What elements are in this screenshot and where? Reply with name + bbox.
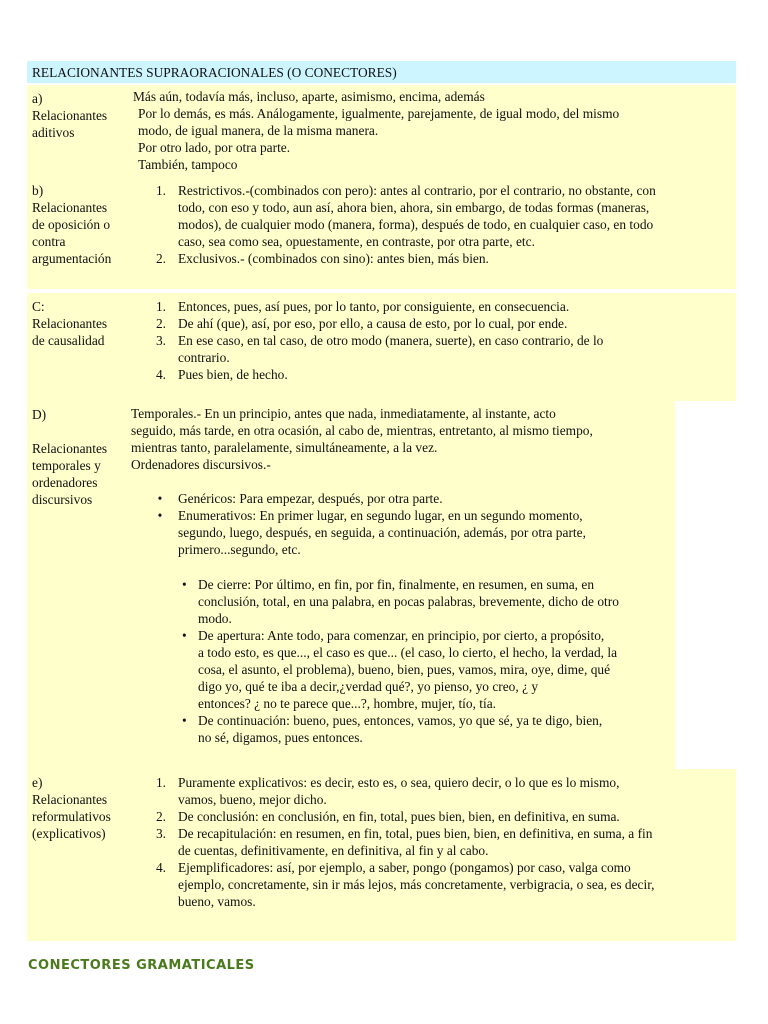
item-line: caso, sea como sea, opuestamente, en contraste, por otra parte, etc. (178, 234, 535, 249)
section-opposition (27, 177, 736, 289)
item-line: De recapitulación: en resumen, en fin, total, pues bien, bien, en definitiva, en suma, a fin (178, 826, 653, 841)
bullet-list (154, 490, 674, 558)
section-label (32, 182, 132, 267)
label-line: argumentación (32, 251, 112, 266)
item-line: En ese caso, en tal caso, de otro modo (manera, suerte), en caso contrario, de lo (178, 333, 604, 348)
section-causality (27, 293, 736, 401)
item-line: segundo, luego, después, en seguida, a continuación, además, por otra parte, (178, 525, 586, 540)
item-number: 2. (155, 316, 166, 331)
item-number: 1. (155, 299, 166, 314)
item-line: digo yo, qué te iba a decir,¿verdad qué?, yo pienso, yo creo, ¿ y (198, 679, 539, 694)
text-line: Temporales.- En un principio, antes que nada, inmediatamente, al instante, acto (131, 406, 556, 421)
label-line: de oposición o (32, 217, 111, 232)
label-line: Relacionantes (32, 108, 108, 123)
item-number: 1. (155, 183, 166, 198)
numbered-list (148, 774, 736, 910)
item-line: De ahí (que), así, por eso, por ello, a causa de esto, por lo cual, por ende. (178, 316, 568, 331)
item-number: 2. (155, 809, 166, 824)
list-item (148, 298, 736, 315)
section-label (32, 298, 132, 349)
numbered-list (148, 182, 736, 267)
label-line: aditivos (32, 125, 75, 140)
list-item (148, 332, 736, 366)
label-line: Relacionantes (32, 792, 108, 807)
list-item (154, 507, 674, 558)
list-item (178, 627, 674, 712)
item-line: Exclusivos.- (combinados con sino): antes bien, más bien. (178, 251, 489, 266)
text-line: También, tampoco (138, 157, 238, 172)
bullet-icon: • (182, 577, 187, 592)
label-line: de causalidad (32, 333, 105, 348)
section-intro (131, 405, 671, 473)
item-line: modo. (198, 611, 232, 626)
bullet-icon: • (182, 713, 187, 728)
section-additive (27, 85, 736, 177)
label-line: a) (32, 91, 43, 106)
text-line: Por lo demás, es más. Análogamente, igualmente, parejamente, de igual modo, del mismo (138, 106, 620, 121)
label-line: ordenadores (32, 475, 98, 490)
list-item (148, 774, 736, 808)
list-item (148, 366, 736, 383)
item-number: 1. (155, 775, 166, 790)
label-line (32, 423, 132, 440)
label-line: discursivos (32, 492, 93, 507)
item-line: De cierre: Por último, en fin, por fin, finalmente, en resumen, en suma, en (198, 577, 595, 592)
section-content (133, 88, 733, 173)
text-line: Más aún, todavía más, incluso, aparte, asimismo, encima, además (133, 89, 485, 104)
label-line: Relacionantes (32, 441, 108, 456)
item-line: Puramente explicativos: es decir, esto es, o sea, quiero decir, o lo que es lo mismo, (178, 775, 620, 790)
item-line: cosa, el asunto, el problema), bueno, bien, pues, vamos, mira, oye, dime, qué (198, 662, 611, 677)
list-item (148, 250, 736, 267)
item-line: Restrictivos.-(combinados con pero): antes al contrario, por el contrario, no obstante, con (178, 183, 656, 198)
list-item (148, 808, 736, 825)
list-item (148, 859, 736, 910)
item-line: contrario. (178, 350, 230, 365)
section-temporal (27, 401, 675, 769)
section-label (32, 406, 132, 508)
label-line: C: (32, 299, 45, 314)
item-number: 3. (155, 826, 166, 841)
item-line: De apertura: Ante todo, para comenzar, en principio, por cierto, a propósito, (198, 628, 605, 643)
item-line: ejemplo, concretamente, sin ir más lejos, más concretamente, verbigracia, o sea, es decir, (178, 877, 655, 892)
bullet-icon: • (157, 491, 163, 506)
item-line: a todo esto, es que..., el caso es que... (el caso, lo cierto, el hecho, la verdad, la (198, 645, 618, 660)
item-line: Genéricos: Para empezar, después, por otra parte. (178, 491, 443, 506)
list-item (148, 182, 736, 250)
text-line: mientras tanto, paralelamente, simultáneamente, a la vez. (131, 440, 438, 455)
item-line: Entonces, pues, así pues, por lo tanto, por consiguiente, en consecuencia. (178, 299, 570, 314)
list-item (148, 825, 736, 859)
text-line: Por otro lado, por otra parte. (138, 140, 291, 155)
text-line: seguido, más tarde, en otra ocasión, al cabo de, mientras, entretanto, al mismo tiempo, (131, 423, 593, 438)
label-line: temporales y (32, 458, 101, 473)
bullet-icon: • (182, 628, 187, 643)
item-line: entonces? ¿ no te parece que...?, hombre, mujer, tío, tía. (198, 696, 497, 711)
label-line: contra (32, 234, 66, 249)
label-line: Relacionantes (32, 200, 108, 215)
section-reformulative (27, 769, 736, 941)
label-line: b) (32, 183, 44, 198)
label-line: e) (32, 775, 43, 790)
table-header: RELACIONANTES SUPRAORACIONALES (O CONECTORES) (27, 61, 736, 83)
list-item (178, 576, 674, 627)
item-line: de cuentas, definitivamente, en definitiva, al fin y al cabo. (178, 843, 489, 858)
item-line: De continuación: bueno, pues, entonces, vamos, yo que sé, ya te digo, bien, (198, 713, 603, 728)
footer-title: CONECTORES GRAMATICALES (28, 958, 255, 973)
item-line: todo, con eso y todo, aun así, ahora bien, ahora, sin embargo, de todas formas (maneras, (178, 200, 650, 215)
numbered-list (148, 298, 736, 383)
item-line: vamos, bueno, mejor dicho. (178, 792, 327, 807)
label-line: (explicativos) (32, 826, 106, 841)
item-line: Pues bien, de hecho. (178, 367, 288, 382)
item-number: 3. (155, 333, 166, 348)
sub-bullet-list (178, 576, 674, 746)
item-number: 2. (155, 251, 166, 266)
item-line: conclusión, total, en una palabra, en pocas palabras, brevemente, dicho de otro (198, 594, 619, 609)
item-line: no sé, digamos, pues entonces. (198, 730, 363, 745)
item-line: De conclusión: en conclusión, en fin, total, pues bien, bien, en definitiva, en suma. (178, 809, 620, 824)
item-line: bueno, vamos. (178, 894, 256, 909)
item-line: modos), de cualquier modo (manera, forma), después de todo, en cualquier caso, en todo (178, 217, 654, 232)
list-item (178, 712, 674, 746)
item-number: 4. (155, 367, 166, 382)
text-line: Ordenadores discursivos.- (131, 457, 271, 472)
list-item (154, 490, 674, 507)
section-label (32, 90, 132, 141)
list-item (148, 315, 736, 332)
bullet-icon: • (157, 508, 163, 523)
item-line: Enumerativos: En primer lugar, en segundo lugar, en un segundo momento, (178, 508, 583, 523)
item-number: 4. (155, 860, 166, 875)
label-line: Relacionantes (32, 316, 108, 331)
item-line: Ejemplificadores: así, por ejemplo, a saber, pongo (pongamos) por caso, valga como (178, 860, 631, 875)
item-line: primero...segundo, etc. (178, 542, 301, 557)
section-label (32, 774, 132, 842)
text-line: modo, de igual manera, de la misma manera. (138, 123, 379, 138)
label-line: D) (32, 407, 47, 422)
label-line: reformulativos (32, 809, 111, 824)
